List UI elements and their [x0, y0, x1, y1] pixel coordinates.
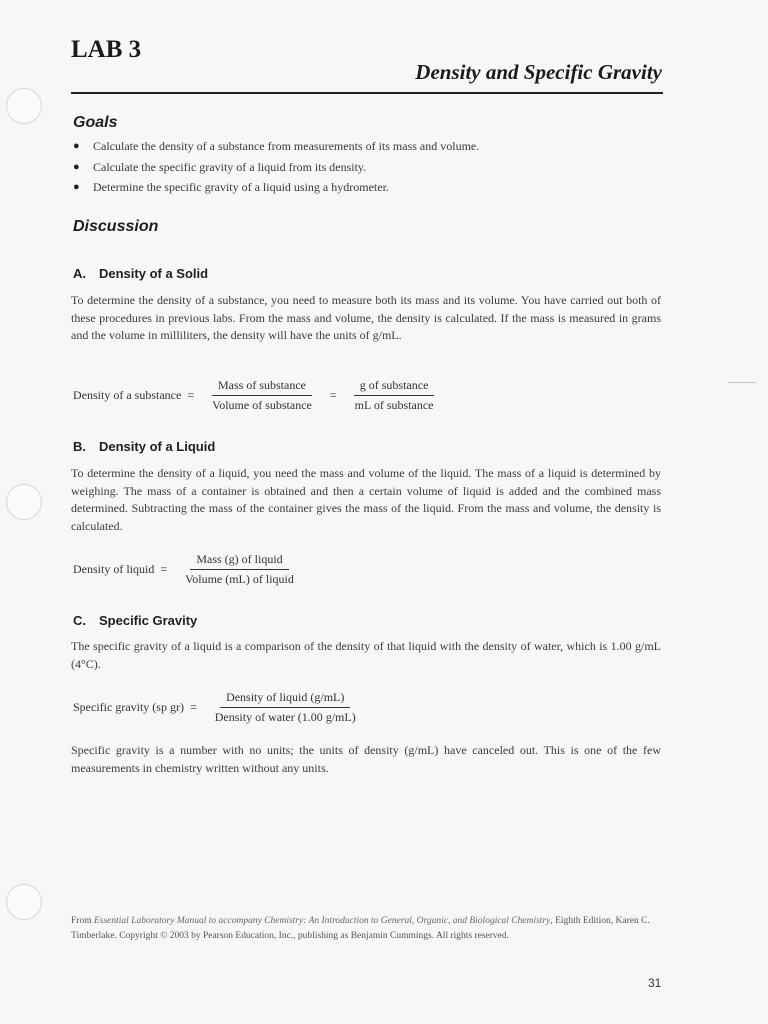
- density-solid-formula: Density of a substance = $\frac{\text{Mass of substance}}{\text{Volume of substance}}$ = $\frac{\text{g of substance}}{\text{mL of substance}}$: [73, 378, 446, 413]
- discussion-heading: Discussion: [73, 218, 159, 235]
- specific-gravity-formula: Specific gravity (sp gr) = $\frac{\text{Density of liquid (g/mL)}}{\text{Density of water (1.00 g/mL)}}$: [73, 690, 368, 725]
- punch-hole-top: [6, 88, 42, 124]
- lab-number: LAB 3: [71, 36, 142, 63]
- subsection-c-text: The specific gravity of a liquid is a comparison of the density of that liquid with the density of water, which is 1.00 g/mL (4°C).: [71, 639, 661, 671]
- density-liquid-formula: Density of liquid = $\frac{\text{Mass (g) of liquid}}{\text{Volume (mL) of liquid}}$: [73, 552, 306, 587]
- goals-list: [73, 136, 673, 198]
- title-rule: [71, 92, 663, 94]
- page-number: 31: [648, 976, 662, 990]
- fraction: $\frac{\text{Mass of substance}}{\text{Volume of substance}}$: [212, 378, 312, 412]
- page-title: Density and Specific Gravity: [415, 60, 662, 84]
- subsection-a-heading: A. Density of a Solid: [73, 266, 209, 281]
- subsection-c-heading: C. Specific Gravity: [73, 613, 198, 628]
- subsection-a-text: To determine the density of a substance, you need to measure both its mass and its volume. You have carried out both of these procedures in previous labs. From the mass and volume, the density is calculated. If the mass is measured in grams and the volume in milliliters, the density will have the units of g/mL.: [71, 293, 661, 342]
- subsection-b-text: To determine the density of a liquid, you need the mass and volume of the liquid. The mass of a liquid is determined by weighing. The mass of a container is obtained and then a certain volume of liquid is added and the combined mass determined. Subtracting the mass of the container gives the mass of the liquid. From the mass and volume, the density is calculated.: [71, 466, 661, 533]
- list-item: ● Determine the specific gravity of a liquid using a hydrometer.: [73, 177, 673, 198]
- list-item: ● Calculate the density of a substance from measurements of its mass and volume.: [73, 136, 673, 157]
- bullet-icon: ●: [73, 160, 80, 173]
- punch-hole-bottom: [6, 884, 42, 920]
- subsection-c-text-2: Specific gravity is a number with no units; the units of density (g/mL) have canceled out. This is one of the few measurements in chemistry written without any units.: [71, 743, 661, 775]
- bullet-icon: ●: [73, 181, 80, 193]
- bullet-icon: ●: [73, 140, 80, 152]
- fraction: $\frac{\text{Density of liquid (g/mL)}}{\text{Density of water (1.00 g/mL)}}$: [214, 690, 356, 724]
- list-item: ● Calculate the specific gravity of a liquid from its density.: [73, 157, 673, 178]
- fraction: $\frac{\text{Mass (g) of liquid}}{\text{Volume (mL) of liquid}}$: [185, 552, 294, 586]
- fraction: $\frac{\text{g of substance}}{\text{mL of substance}}$: [354, 378, 434, 412]
- punch-hole-middle: [6, 484, 42, 520]
- book-title: Essential Laboratory Manual to accompany Chemistry: An Introduction to General, Organic, and Biological Chemistry: [93, 916, 551, 926]
- edge-mark: [728, 382, 756, 383]
- goals-heading: Goals: [73, 114, 118, 131]
- subsection-b-heading: B. Density of a Liquid: [73, 439, 216, 454]
- copyright-footer: From Essential Laboratory Manual to accompany Chemistry: An Introduction to General, Organic, and Biological Chemistry, Eighth Edition, Karen C. Timberlake. Copyright © 2003 by Pearson Education, Inc., publishing as Benjamin Cummings. All rights reserved.: [71, 916, 650, 941]
